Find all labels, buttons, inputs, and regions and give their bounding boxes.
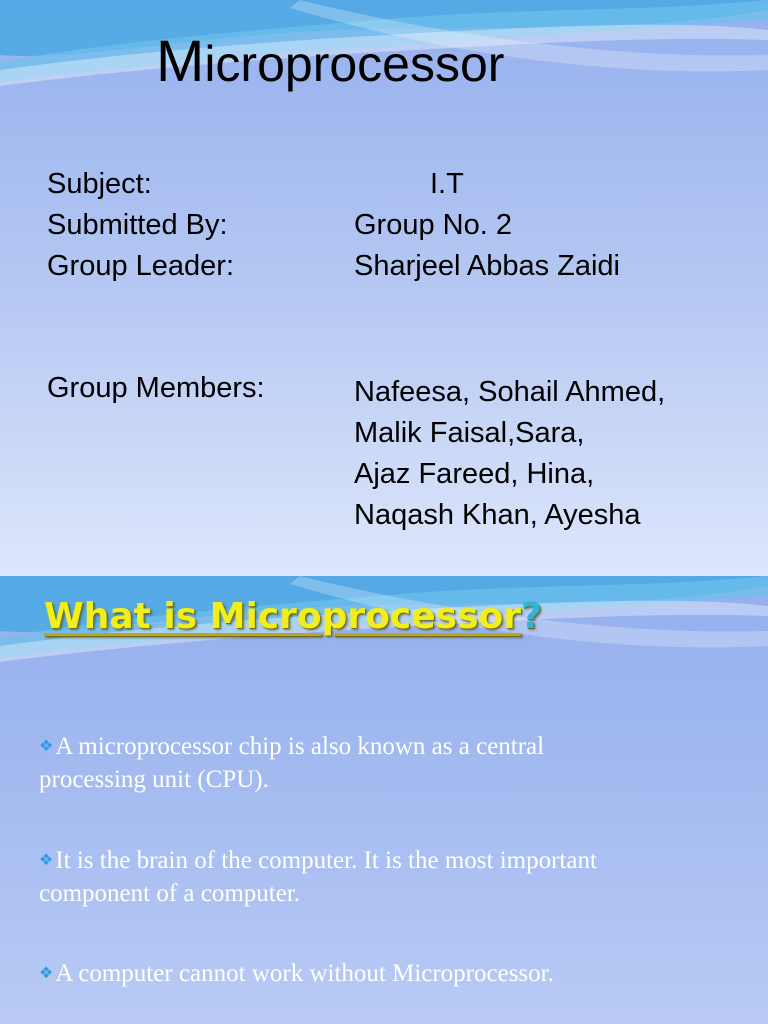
slide-definition: [0, 576, 768, 1024]
info-row-subject: [47, 168, 747, 208]
title-first-letter: M: [156, 29, 205, 94]
bullet-text-cont: component of a computer.: [39, 880, 301, 907]
info-row-group-leader: [47, 250, 747, 290]
info-value: I.T: [430, 168, 464, 200]
info-value: Sharjeel Abbas Zaidi: [354, 250, 620, 282]
member-line: Malik Faisal,Sara,: [354, 417, 585, 449]
bullet-text: A microprocessor chip is also known as a central: [55, 733, 545, 760]
diamond-bullet-icon: ❖: [39, 965, 54, 982]
bullet-text: It is the brain of the computer. It is the most important: [55, 847, 597, 874]
diamond-bullet-icon: ❖: [39, 738, 54, 755]
info-label: Subject:: [47, 168, 152, 200]
heading-question-mark: ?: [521, 596, 542, 637]
member-line: Ajaz Fareed, Hina,: [354, 458, 595, 490]
info-label: Submitted By:: [47, 209, 228, 241]
info-value: Group No. 2: [354, 209, 512, 241]
diamond-bullet-icon: ❖: [39, 852, 54, 869]
title-rest: icroprocessor: [204, 36, 505, 92]
bullet-item: [39, 957, 739, 990]
slide-title-heading: [156, 28, 504, 95]
heading-text: What is Microprocessor: [44, 596, 522, 637]
info-label: Group Members:: [47, 372, 265, 404]
members-list: [354, 372, 665, 536]
info-label: Group Leader:: [47, 250, 235, 282]
bullet-item: [39, 730, 739, 796]
bullet-text-cont: processing unit (CPU).: [39, 766, 269, 793]
bullet-item: [39, 844, 739, 910]
bullet-text: A computer cannot work without Microprocessor.: [55, 960, 554, 987]
info-row-submitted-by: [47, 209, 747, 249]
member-line: Naqash Khan, Ayesha: [354, 499, 641, 531]
member-line: Nafeesa, Sohail Ahmed,: [354, 376, 666, 408]
slide-heading: [44, 596, 542, 637]
